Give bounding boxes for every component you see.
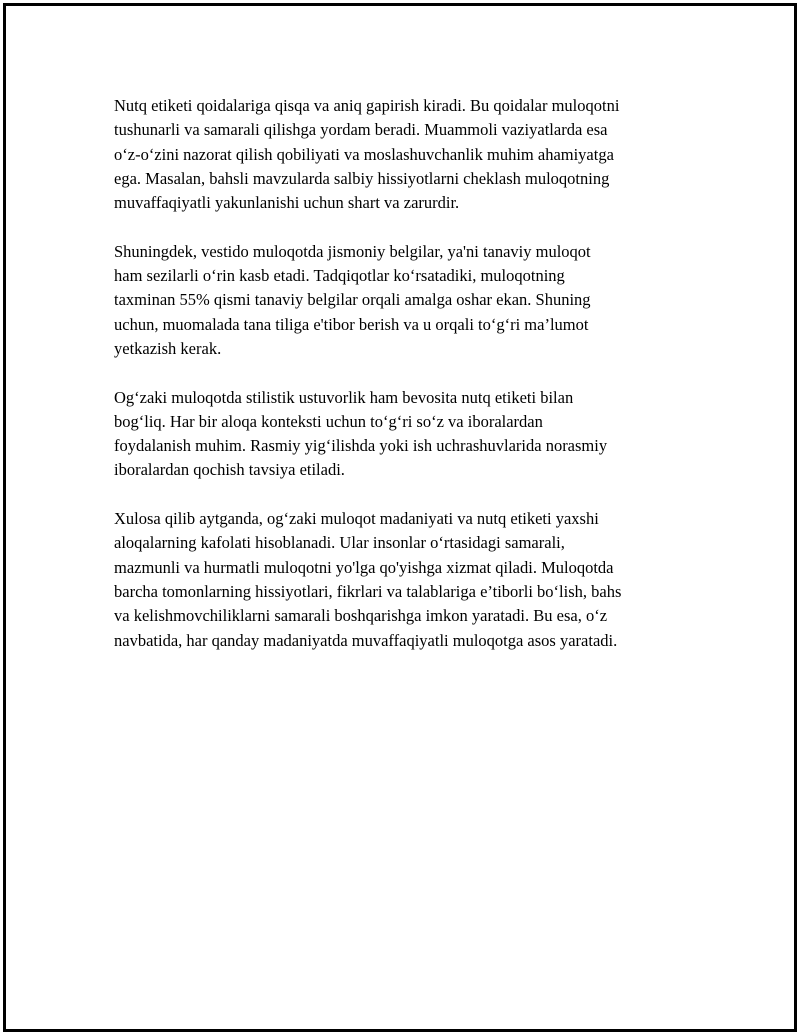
paragraph-2: Shuningdek, vestido muloqotda jismoniy belgilar, ya'ni tanaviy muloqot ham sezilarli o‘rin kasb etadi. Tadqiqotlar ko‘rsatadiki, muloqotning taxminan 55% qismi tanaviy belgilar orqali amalga oshar ekan. Shuning uchun, muomalada tana tiliga e'tibor berish va u orqali to‘g‘ri ma’lumot yetkazish kerak. [114,241,591,358]
paragraph-1: Nutq etiketi qoidalariga qisqa va aniq gapirish kiradi. Bu qoidalar muloqotni tushunarli va samarali qilishga yordam beradi. Muammoli vaziyatlarda esa o‘z-o‘zini nazorat qilish qobiliyati va moslashuvchanlik muhim ahamiyatga ega. Masalan, bahsli mavzularda salbiy hissiyotlarni cheklash muloqotning muvaffaqiyatli yakunlanishi uchun shart va zarurdir. [114,96,620,213]
paragraph-3: Og‘zaki muloqotda stilistik ustuvorlik ham bevosita nutq etiketi bilan bog‘liq. Har bir aloqa konteksti uchun to‘g‘ri so‘z va iboralardan foydalanish muhim. Rasmiy yig‘ilishda yoki ish uchrashuvlarida norasmiy iboralardan qochish tavsiya etiladi. [114,387,608,480]
paragraph-4: Xulosa qilib aytganda, og‘zaki muloqot madaniyati va nutq etiketi yaxshi aloqalarning kafolati hisoblanadi. Ular insonlar o‘rtasidagi samarali, mazmunli va hurmatli muloqotni yo'lga qo'yishga xizmat qiladi. Muloqotda barcha tomonlarning hissiyotlari, fikrlari va talablariga e’tiborli bo‘lish, bahs va kelishmovchiliklarni samarali boshqarishga imkon yaratadi. Bu esa, o‘z navbatida, har qanday madaniyatda muvaffaqiyatli muloqotga asos yaratadi. [114,509,622,650]
document-body [114,94,694,677]
